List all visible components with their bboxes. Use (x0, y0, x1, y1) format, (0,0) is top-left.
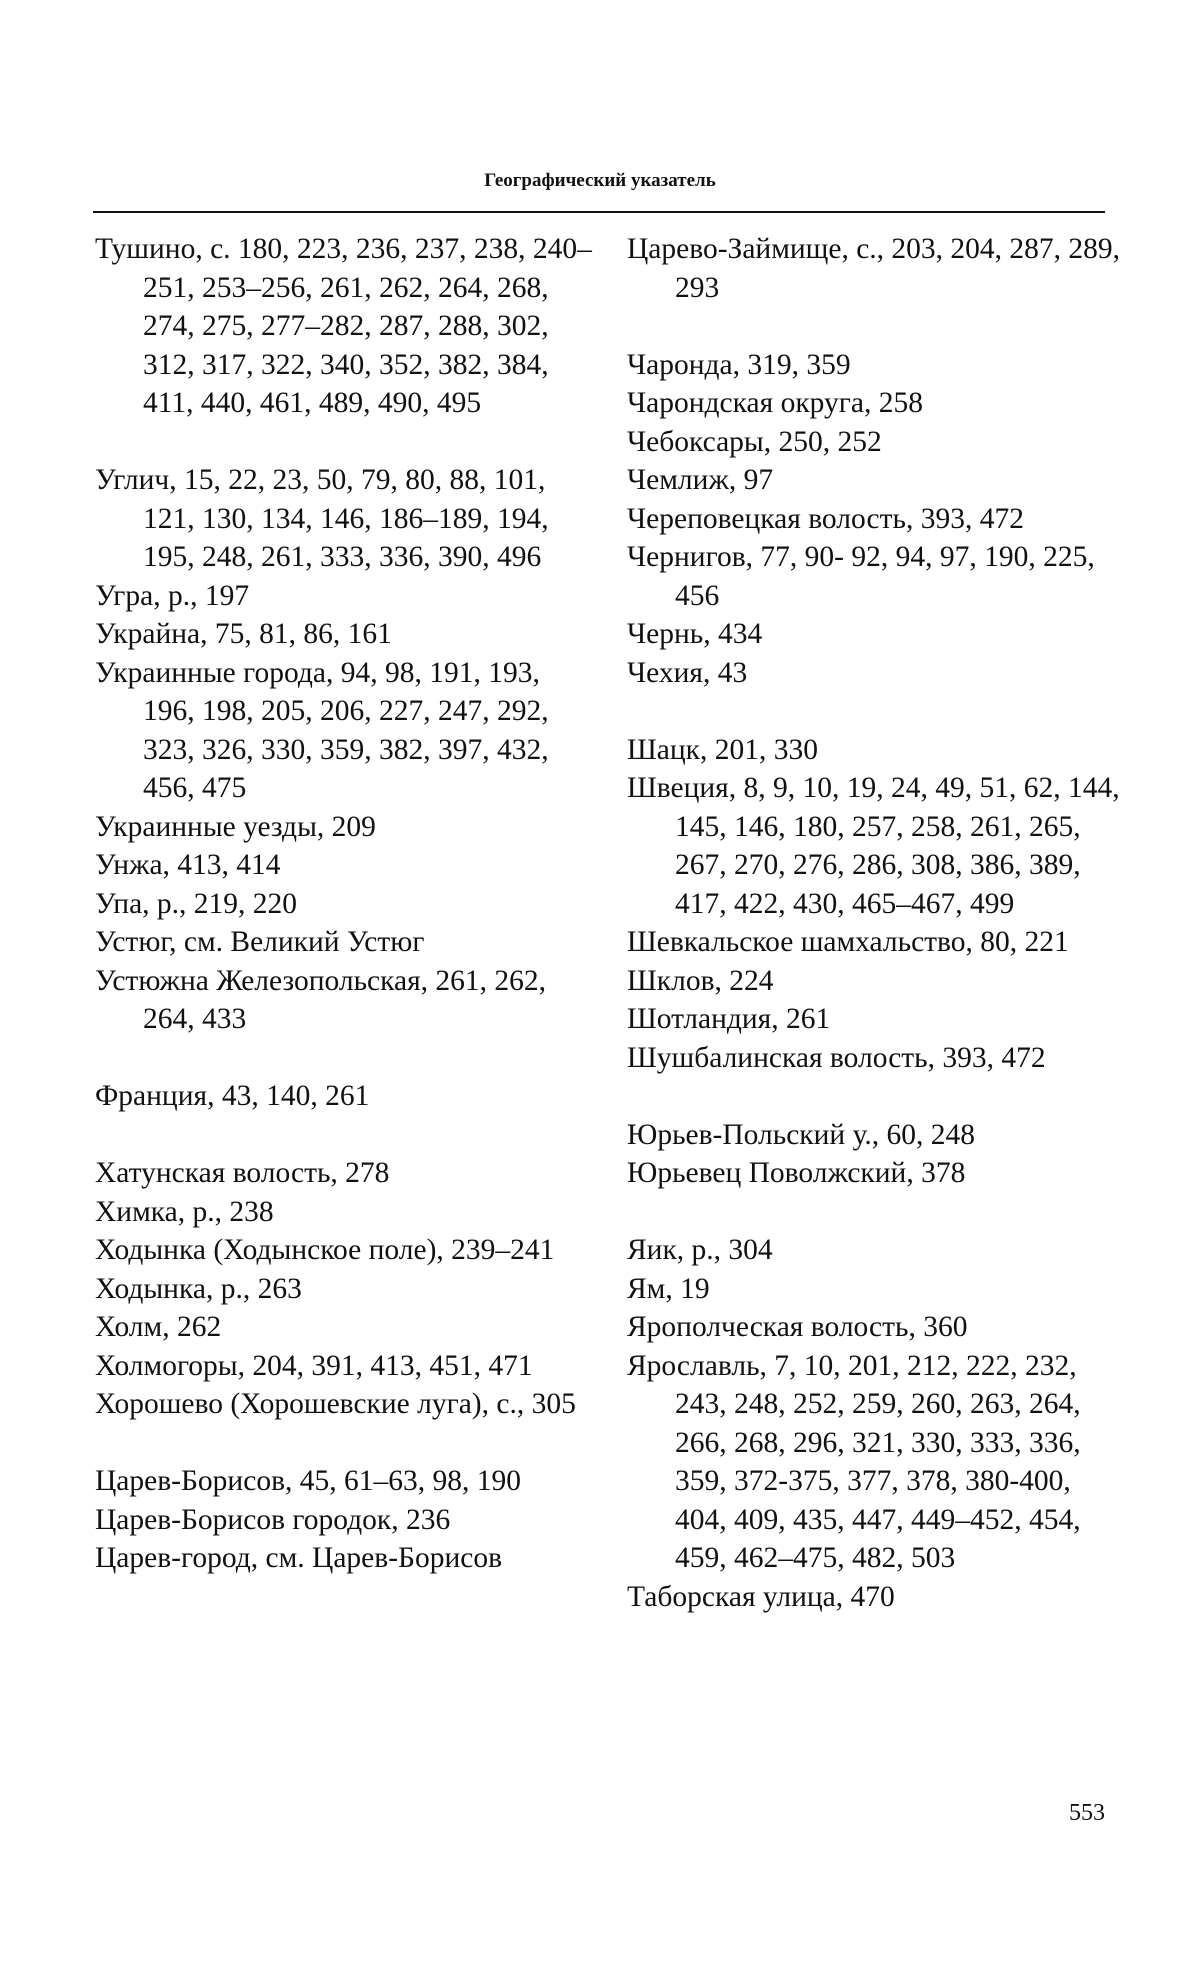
index-entry: Царево-Займище, с., 203, 204, 287, 289, 293 (627, 233, 1121, 304)
index-entry: Чернь, 434 (627, 618, 763, 650)
index-entry: Швеция, 8, 9, 10, 19, 24, 49, 51, 62, 144, 145, 146, 180, 257, 258, 261, 265, 267, 270, 276, 286, 308, 386, 389, 417, 422, 430, 465–467, 499 (627, 772, 1120, 920)
index-entry: Упа, р., 219, 220 (95, 887, 298, 920)
index-entry: Ям, 19 (627, 1272, 710, 1305)
index-entry: Шушбалинская волость, 393, 472 (627, 1041, 1046, 1074)
group-spacer (95, 1039, 595, 1078)
index-entry: Ходынка (Ходынское поле), 239–241 (95, 1234, 555, 1266)
index-entry: Хорошево (Хорошевские луга), с., 305 (95, 1388, 576, 1420)
header-rule (93, 211, 1105, 213)
index-entry: Чарондская округа, 258 (627, 387, 923, 419)
index-entry: Шевкальское шамхальство, 80, 221 (627, 926, 1069, 958)
index-entry: Юрьевец Поволжский, 378 (627, 1157, 966, 1189)
index-entry: Украйна, 75, 81, 86, 161 (95, 618, 392, 650)
index-entry: Чемлиж, 97 (627, 464, 774, 496)
group-spacer (627, 1077, 1127, 1116)
index-entry: Царев-город, см. Царев-Борисов (95, 1542, 503, 1574)
index-entry: Франция, 43, 140, 261 (95, 1080, 370, 1112)
index-entry: Чернигов, 77, 90- 92, 94, 97, 190, 225, 456 (627, 541, 1095, 612)
index-entry: Холмогоры, 204, 391, 413, 451, 471 (95, 1349, 533, 1382)
index-entry: Угра, р., 197 (95, 579, 250, 612)
index-entry: Украинные уезды, 209 (95, 810, 376, 843)
group-spacer (95, 423, 595, 462)
index-entry: Чебоксары, 250, 252 (627, 425, 882, 458)
index-entry: Холм, 262 (95, 1311, 222, 1343)
index-entry: Углич, 15, 22, 23, 50, 79, 80, 88, 101, 121, 130, 134, 146, 186–189, 194, 195, 248, 261, 333, 336, 390, 496 (95, 464, 549, 573)
group-spacer (627, 692, 1127, 731)
index-entry: Шацк, 201, 330 (627, 733, 818, 766)
index-entry: Устюг, см. Великий Устюг (95, 926, 425, 958)
index-column-left (95, 230, 595, 1578)
index-entry: Ярославль, 7, 10, 201, 212, 222, 232, 243, 248, 252, 259, 260, 263, 264, 266, 268, 296, 321, 330, 333, 336, 359, 372-375, 377, 378, 380-400, 404, 409, 435, 447, 449–452, 454, 459, 462–475, 482, 503 (627, 1349, 1081, 1574)
group-spacer (627, 307, 1127, 346)
index-entry: Унжа, 413, 414 (95, 849, 281, 881)
index-entry: Череповецкая волость, 393, 472 (627, 502, 1024, 535)
group-spacer (95, 1116, 595, 1155)
index-entry: Царев-Борисов, 45, 61–63, 98, 190 (95, 1465, 521, 1497)
index-entry: Шклов, 224 (627, 964, 774, 997)
group-spacer (627, 1193, 1127, 1232)
index-entry: Тушино, с. 180, 223, 236, 237, 238, 240–251, 253–256, 261, 262, 264, 268, 274, 275, 277–282, 287, 288, 302, 312, 317, 322, 340, 352, 382, 384, 411, 440, 461, 489, 490, 495 (95, 233, 592, 419)
index-entry: Украинные города, 94, 98, 191, 193, 196, 198, 205, 206, 227, 247, 292, 323, 326, 330, 359, 382, 397, 432, 456, 475 (95, 656, 549, 804)
index-entry: Чаронда, 319, 359 (627, 348, 851, 381)
index-entry: Хатунская волость, 278 (95, 1157, 390, 1189)
index-entry: Таборская улица, 470 (627, 1580, 895, 1613)
index-entry: Ярополческая волость, 360 (627, 1311, 968, 1343)
index-entry: Химка, р., 238 (95, 1195, 274, 1228)
running-header: Географический указатель (484, 170, 716, 191)
index-entry: Устюжна Железопольская, 261, 262, 264, 433 (95, 964, 547, 1035)
group-spacer (95, 1424, 595, 1463)
index-column-right (627, 230, 1127, 1616)
page-number: 553 (1069, 1800, 1105, 1826)
index-entry: Чехия, 43 (627, 656, 748, 689)
index-entry: Ходынка, р., 263 (95, 1272, 302, 1305)
index-entry: Юрьев-Польский у., 60, 248 (627, 1118, 976, 1151)
index-entry: Яик, р., 304 (627, 1234, 773, 1266)
index-entry: Шотландия, 261 (627, 1003, 831, 1035)
index-entry: Царев-Борисов городок, 236 (95, 1503, 451, 1536)
